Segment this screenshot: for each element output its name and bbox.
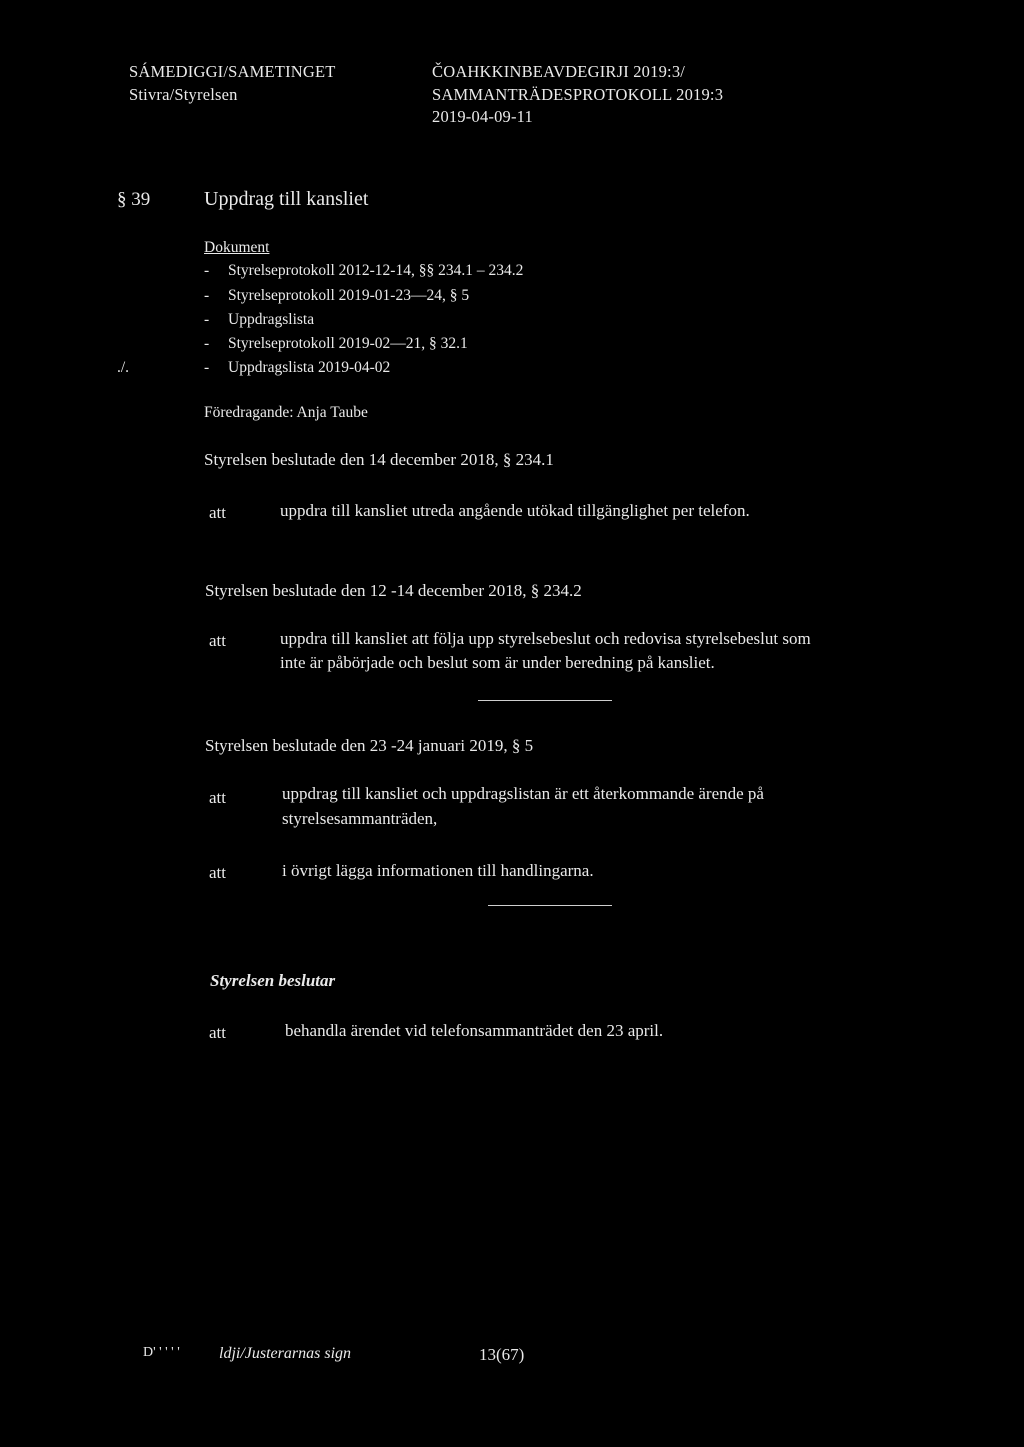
att-label: att bbox=[209, 503, 226, 522]
decision-text: i övrigt lägga informationen till handlingarna. bbox=[282, 861, 594, 880]
header-org-line1: SÁMEDIGGI/SAMETINGET bbox=[129, 62, 336, 81]
document-item-bullet: - bbox=[204, 287, 210, 304]
att-label: att bbox=[209, 788, 226, 807]
document-item: Uppdragslista bbox=[228, 311, 315, 328]
separator-line bbox=[488, 905, 612, 906]
documents-heading: Dokument bbox=[204, 239, 270, 256]
header-doc-date: 2019-04-09-11 bbox=[432, 107, 533, 126]
presenter: Föredragande: Anja Taube bbox=[204, 404, 368, 421]
section-number: § 39 bbox=[117, 189, 151, 210]
resolution-text: behandla ärendet vid telefonsammanträdet den 23 april. bbox=[285, 1021, 664, 1040]
att-label: att bbox=[209, 631, 226, 650]
document-item-bullet: - bbox=[204, 311, 210, 328]
footer-sign-prefix: D' ' ' ' ' bbox=[143, 1345, 180, 1360]
footer-sign-label: ldji/Justerarnas sign bbox=[219, 1345, 352, 1362]
decision-intro: Styrelsen beslutade den 12 -14 december 2018, § 234.2 bbox=[205, 581, 582, 600]
decision-text-line1: uppdra till kansliet att följa upp styrelsebeslut och redovisa styrelsebeslut som bbox=[280, 629, 811, 648]
separator-line bbox=[478, 700, 612, 701]
header-doc-line2: SAMMANTRÄDESPROTOKOLL 2019:3 bbox=[432, 85, 724, 104]
decision-text-line1: uppdrag till kansliet och uppdragslistan är ett återkommande ärende på bbox=[282, 784, 764, 803]
header-doc-line1: ČOAHKKINBEAVDEGIRJI 2019:3/ bbox=[432, 62, 686, 81]
document-item-bullet: - bbox=[204, 359, 210, 376]
page-number: 13(67) bbox=[479, 1345, 525, 1364]
document-item-bullet: - bbox=[204, 335, 210, 352]
section-title: Uppdrag till kansliet bbox=[204, 188, 369, 210]
decision-text: uppdra till kansliet utreda angående utökad tillgänglighet per telefon. bbox=[280, 501, 750, 520]
document-item-bullet: - bbox=[204, 262, 210, 279]
document-item: Uppdragslista 2019-04-02 bbox=[228, 359, 391, 376]
decision-intro: Styrelsen beslutade den 14 december 2018, § 234.1 bbox=[204, 450, 554, 469]
header-org-line2: Stivra/Styrelsen bbox=[129, 85, 238, 104]
document-item: Styrelseprotokoll 2012-12-14, §§ 234.1 – 234.2 bbox=[228, 262, 524, 279]
margin-mark: ./. bbox=[117, 359, 130, 376]
att-label: att bbox=[209, 1023, 226, 1042]
att-label: att bbox=[209, 863, 226, 882]
decision-text-line2: inte är påbörjade och beslut som är under beredning på kansliet. bbox=[280, 653, 715, 672]
document-item: Styrelseprotokoll 2019-01-23—24, § 5 bbox=[228, 287, 470, 304]
document-item: Styrelseprotokoll 2019-02—21, § 32.1 bbox=[228, 335, 468, 352]
decision-text-line2: styrelsesammanträden, bbox=[282, 809, 438, 828]
resolution-heading: Styrelsen beslutar bbox=[210, 971, 336, 990]
decision-intro: Styrelsen beslutade den 23 -24 januari 2019, § 5 bbox=[205, 736, 534, 755]
